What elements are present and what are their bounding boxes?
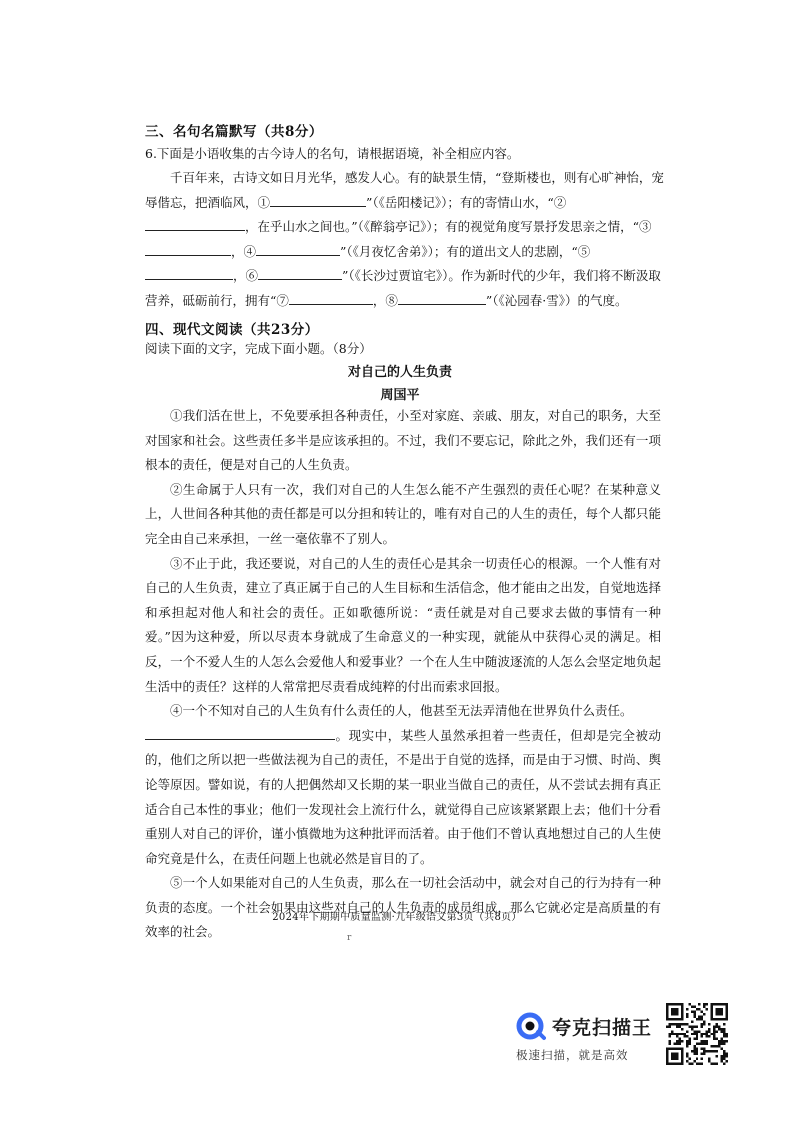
paragraph-4b-text: 。现实中，某些人虽然承担着一些责任，但却是完全被动的，他们之所以把一些做法视为自己的责任，不是出于自觉的选择，而是由于习惯、时尚、舆论等原因。譬如说，有的人把偶然却又长期的某一职业当做自己的责任，从不尝试去拥有真正适合自己本性的事业；他们一发现社会上流行什么，就觉得自己应该紧紧跟上去；他们十分看重别人对自己的评价，谨小慎微地为这种批评而活着。由于他们不曾认真地想过自己的人生使命究竟是什么，在责任问题上也就必然是盲目的了。 (145, 727, 661, 866)
blank-7[interactable] (289, 291, 373, 305)
question6-passage (145, 166, 665, 313)
blank-3[interactable] (145, 242, 231, 256)
section3-title: 三、名句名篇默写（共8分） (145, 124, 323, 140)
blank-6[interactable] (258, 266, 342, 280)
section4-title: 四、现代文阅读（共23分） (145, 322, 319, 338)
article-author: 周国平 (380, 388, 420, 403)
article-paragraph-4b (145, 724, 661, 872)
passage-text-8: ，⑧ (372, 292, 398, 308)
page-footer: 2024年下期期中质量监测·九年级语文第3页（共8页） (272, 912, 522, 923)
stray-mark: r (347, 933, 352, 943)
article-paragraph-1: ①我们活在世上，不免要承担各种责任，小至对家庭、亲戚、朋友，对自己的职务，大至对国家和社会。这些责任多半是应该承担的。不过，我们不要忘记，除此之外，我们还有一项根本的责任，便是对自己的人生负责。 (145, 408, 661, 473)
blank-1[interactable] (270, 193, 366, 207)
passage-text-1: 千百年来，古诗文如日月光华，感发人心。有的缺景生情，“登斯楼也，则有心旷神怡，宠辱偕忘，把酒临风，① (145, 170, 664, 210)
blank-2[interactable] (145, 217, 245, 231)
article-body (145, 404, 661, 945)
reading-instruction: 阅读下面的文字，完成下面小题。（8分） (145, 341, 372, 356)
article-paragraph-2: ②生命属于人只有一次，我们对自己的人生怎么能不产生强烈的责任心呢？在某种意义上，人世间各种其他的责任都是可以分担和转让的，唯有对自己的人生的责任，每个人都只能完全由自己来承担，一丝一毫依靠不了别人。 (145, 481, 661, 546)
passage-text-2: ”（《岳阳楼记》）；有的寄情山水，“② (366, 194, 567, 210)
passage-text-6: ，⑥ (233, 268, 259, 283)
passage-text-5: ”（《月夜忆舍弟》）；有的道出文人的悲剧，“⑤ (340, 243, 591, 259)
article-title: 对自己的人生负责 (347, 365, 452, 380)
blank-5[interactable] (145, 266, 233, 280)
passage-text-7: ”（《长沙过贾谊宅》）。作为新时代的少年，我们将不断汲取营养，砥砺前行，拥有“⑦ (145, 268, 661, 308)
qr-code-icon (666, 1003, 728, 1065)
article-paragraph-4a: ④一个不知对自己的人生负有什么责任的人，他甚至无法弄清他在世界负什么责任。 (170, 703, 633, 719)
article-paragraph-3: ③不止于此，我还要说，对自己的人生的责任心是其余一切责任心的根源。一个人惟有对自己的人生负责，建立了真正属于自己的人生目标和生活信念，他才能由之出发，自觉地选择和承担起对他人和社会的责任。正如歌德所说：“责任就是对自己要求去做的事情有一种爱。”因为这种爱，所以尽责本身就成了生命意义的一种实现，就能从中获得心灵的满足。相反，一个不爱人生的人怎么会爱他人和爱事业？一个在人生中随波逐流的人怎么会坚定地负起生活中的责任？这样的人常常把尽责看成纯粹的付出而索求回报。 (145, 555, 661, 694)
brand-name: 夸克扫描王 (552, 1017, 653, 1039)
article-paragraph-5: ⑤一个人如果能对自己的人生负责，那么在一切社会活动中，就会对自己的行为持有一种负责的态度。一个社会如果由这些对自己的人生负责的成员组成，那么它就必定是高质量的有效率的社会。 (145, 875, 661, 940)
question6-prompt: 6.下面是小语收集的古今诗人的名句，请根据语境，补全相应内容。 (145, 146, 520, 161)
answer-blank[interactable] (145, 726, 335, 740)
blank-8[interactable] (398, 291, 486, 305)
passage-text-9: ”（《沁园春·雪》）的气度。 (485, 292, 628, 308)
brand-slogan: 极速扫描，就是高效 (516, 1048, 629, 1062)
passage-text-3: ，在乎山水之间也。”（《醉翁亭记》）；有的视觉角度写景抒发思亲之情，“③ (245, 219, 652, 234)
quark-logo-icon (516, 1011, 546, 1041)
blank-4[interactable] (256, 242, 340, 256)
passage-text-4: ，④ (231, 243, 257, 259)
